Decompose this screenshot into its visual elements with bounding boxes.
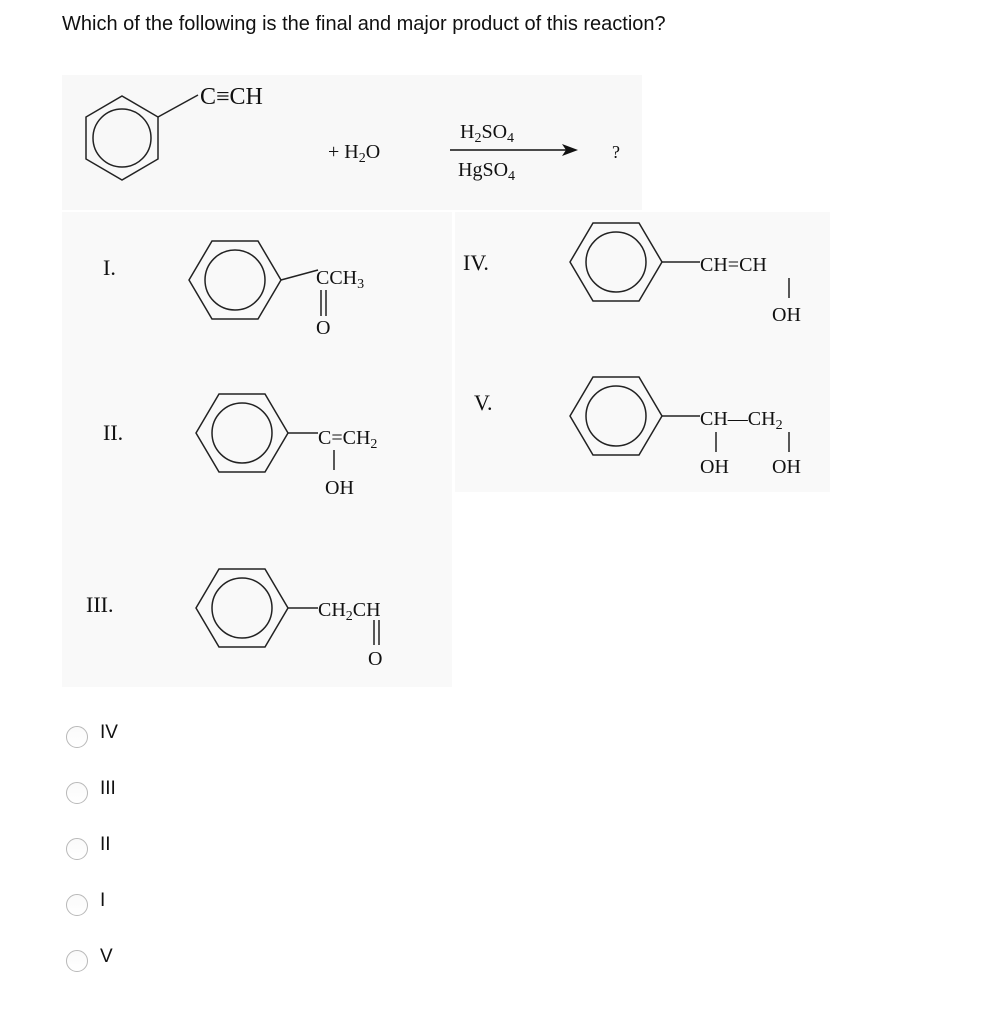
choice-iii[interactable] [66,769,118,825]
option-v-label: V. [474,390,493,415]
option-iv-oh: OH [772,304,801,326]
option-ii-oh: OH [325,477,354,499]
reagent-h2so4: $H_2SO_4$ [460,121,515,146]
radio-button[interactable] [66,782,88,804]
water-reactant: + $H_2O$ [328,141,381,166]
option-iv-label: IV. [463,250,489,275]
choice-iv[interactable] [66,713,118,769]
reagent-hgso4: HgSO$_4$ [458,159,516,184]
option-v-oh-2: OH [772,456,801,478]
reactant-alkyne: C≡CH [200,84,263,110]
option-iii-label: III. [86,592,114,617]
radio-button[interactable] [66,950,88,972]
option-v-oh-1: OH [700,456,729,478]
option-i-oxygen: O [316,317,331,339]
option-iii-group: $CH_2CH$ [318,599,381,624]
option-ii-group: $C=CH_2$ [318,427,378,452]
radio-button[interactable] [66,838,88,860]
radio-button[interactable] [66,894,88,916]
option-i-label: I. [103,255,116,280]
option-iii-oxygen: O [368,648,383,670]
choice-ii[interactable] [66,825,118,881]
choice-i[interactable] [66,881,118,937]
choice-label: I [100,890,106,911]
product-question-mark: ? [612,142,620,162]
question-text: Which of the following is the final and major product of this reaction? [62,13,666,35]
choice-label: IV [100,722,118,743]
choice-label: II [100,834,111,855]
choice-label: III [100,778,116,799]
option-ii-label: II. [103,420,124,445]
option-i-group: $CCH_3$ [316,267,365,292]
option-v-group: $CH—CH_2$ [700,408,783,433]
answer-choices [66,713,118,993]
radio-button[interactable] [66,726,88,748]
choice-label: V [100,946,113,967]
option-iv-group: CH=CH [700,254,767,276]
choice-v[interactable] [66,937,118,993]
